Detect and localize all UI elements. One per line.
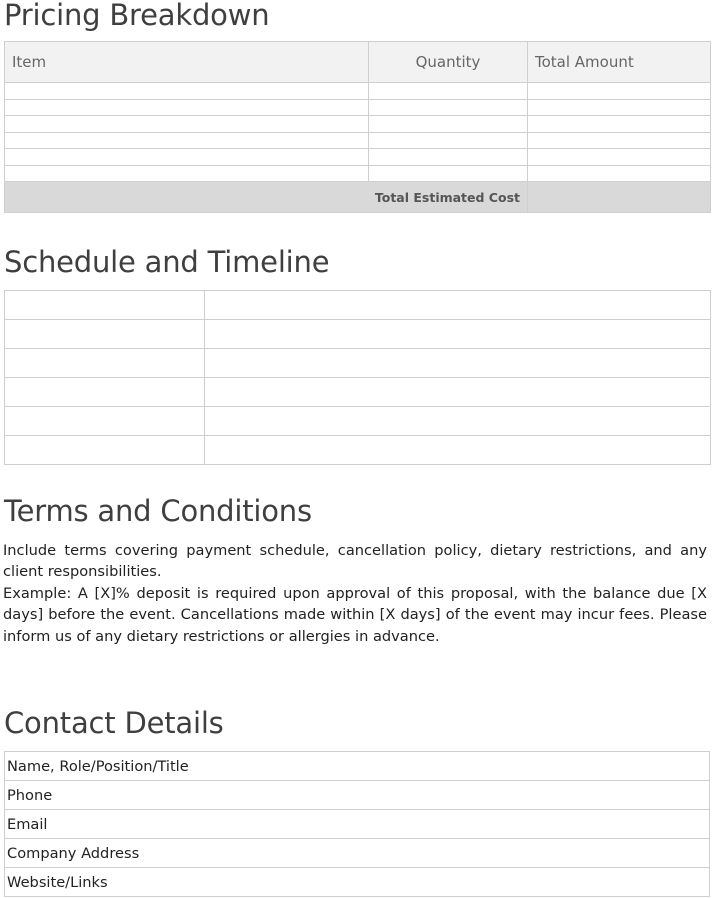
pricing-cell[interactable]	[528, 99, 711, 116]
pricing-cell[interactable]	[528, 132, 711, 149]
pricing-cell[interactable]	[528, 83, 711, 100]
table-row	[5, 149, 711, 166]
schedule-detail-cell[interactable]	[205, 436, 711, 465]
total-estimated-cost-value[interactable]	[528, 182, 711, 213]
table-row	[5, 99, 711, 116]
schedule-date-cell[interactable]	[5, 378, 205, 407]
pricing-heading: Pricing Breakdown	[4, 0, 270, 32]
schedule-date-cell[interactable]	[5, 349, 205, 378]
pricing-total-row	[5, 182, 711, 213]
contact-address-field[interactable]: Company Address	[5, 839, 710, 868]
table-row	[5, 407, 711, 436]
contact-phone-field[interactable]: Phone	[5, 781, 710, 810]
schedule-detail-cell[interactable]	[205, 291, 711, 320]
table-row	[5, 839, 710, 868]
pricing-cell[interactable]	[528, 165, 711, 182]
pricing-col-total-amount: Total Amount	[528, 42, 711, 83]
table-row	[5, 781, 710, 810]
terms-intro-text: Include terms covering payment schedule, cancellation policy, dietary restrictions, and any client responsibilities.	[3, 542, 707, 581]
schedule-date-cell[interactable]	[5, 291, 205, 320]
pricing-cell[interactable]	[5, 165, 369, 182]
pricing-cell[interactable]	[369, 165, 528, 182]
total-estimated-cost-label: Total Estimated Cost	[5, 182, 528, 213]
pricing-cell[interactable]	[369, 132, 528, 149]
schedule-detail-cell[interactable]	[205, 349, 711, 378]
terms-body	[3, 540, 707, 647]
terms-example-text: Example: A [X]% deposit is required upon approval of this proposal, with the balance due [X days] before the event. Cancellations made within [X days] of the event may incur fees. Please inform us of any dietary restrictions or allergies in advance.	[3, 584, 707, 645]
schedule-date-cell[interactable]	[5, 407, 205, 436]
table-row	[5, 436, 711, 465]
pricing-cell[interactable]	[5, 116, 369, 133]
pricing-col-item: Item	[5, 42, 369, 83]
contact-email-field[interactable]: Email	[5, 810, 710, 839]
schedule-heading: Schedule and Timeline	[4, 245, 330, 279]
contact-heading: Contact Details	[4, 706, 224, 740]
terms-heading: Terms and Conditions	[4, 494, 312, 528]
pricing-cell[interactable]	[5, 132, 369, 149]
table-row	[5, 868, 710, 897]
schedule-detail-cell[interactable]	[205, 407, 711, 436]
pricing-header-row	[5, 42, 711, 83]
schedule-table	[4, 290, 711, 465]
pricing-cell[interactable]	[5, 99, 369, 116]
pricing-cell[interactable]	[369, 99, 528, 116]
pricing-table	[4, 41, 711, 213]
schedule-date-cell[interactable]	[5, 436, 205, 465]
table-row	[5, 810, 710, 839]
table-row	[5, 320, 711, 349]
table-row	[5, 83, 711, 100]
table-row	[5, 752, 710, 781]
pricing-cell[interactable]	[528, 149, 711, 166]
contact-table	[4, 751, 710, 897]
pricing-col-quantity: Quantity	[369, 42, 528, 83]
pricing-cell[interactable]	[369, 116, 528, 133]
contact-name-field[interactable]: Name, Role/Position/Title	[5, 752, 710, 781]
table-row	[5, 349, 711, 378]
schedule-detail-cell[interactable]	[205, 378, 711, 407]
table-row	[5, 132, 711, 149]
contact-website-field[interactable]: Website/Links	[5, 868, 710, 897]
table-row	[5, 165, 711, 182]
table-row	[5, 291, 711, 320]
pricing-cell[interactable]	[369, 83, 528, 100]
pricing-cell[interactable]	[528, 116, 711, 133]
schedule-detail-cell[interactable]	[205, 320, 711, 349]
schedule-date-cell[interactable]	[5, 320, 205, 349]
pricing-cell[interactable]	[5, 149, 369, 166]
pricing-cell[interactable]	[369, 149, 528, 166]
pricing-cell[interactable]	[5, 83, 369, 100]
table-row	[5, 116, 711, 133]
table-row	[5, 378, 711, 407]
